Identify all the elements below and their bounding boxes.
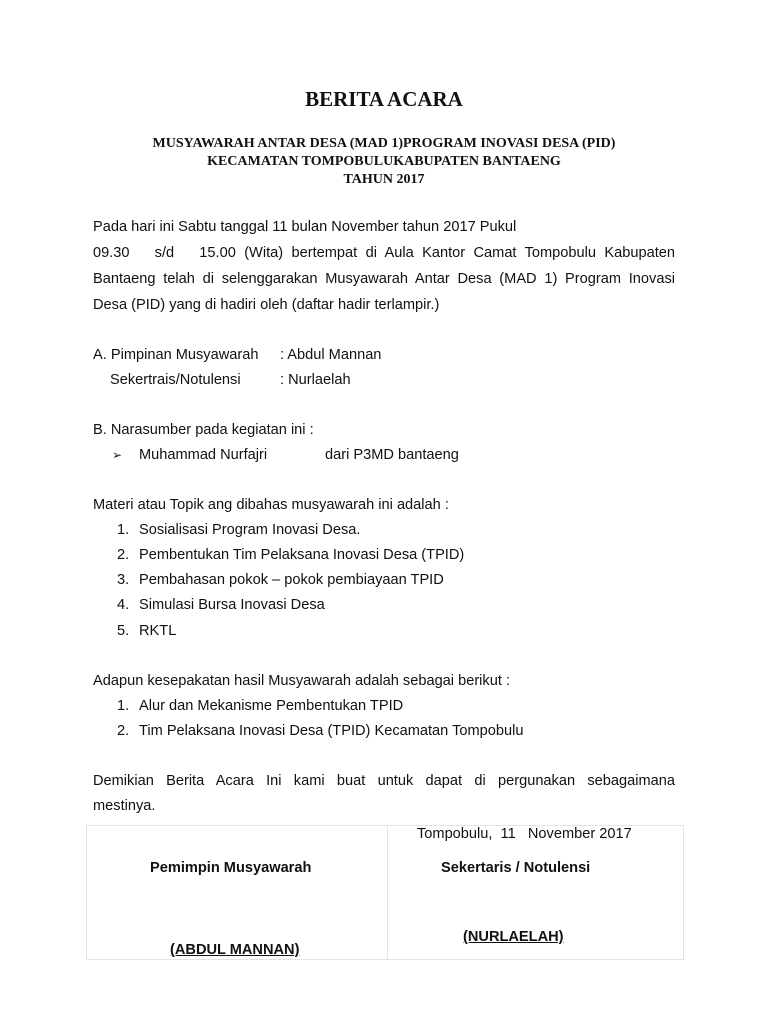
list-item: RKTL <box>139 623 177 639</box>
secretary-value: : Nurlaelah <box>280 372 351 388</box>
place-date: Tompobulu, 11 November 2017 <box>417 826 632 842</box>
closing-line: mestinya. <box>93 798 156 814</box>
list-item: Pembentukan Tim Pelaksana Inovasi Desa (TPID) <box>139 547 465 563</box>
intro-line: Pada hari ini Sabtu tanggal 11 bulan November tahun 2017 Pukul <box>93 219 517 235</box>
table-divider <box>387 826 388 959</box>
closing-line: Demikian Berita Acara Ini kami buat untuk dapat di pergunakan sebagaimana <box>93 773 675 789</box>
document-title: BERITA ACARA <box>305 87 463 111</box>
speaker-name: Muhammad Nurfajri <box>139 447 268 463</box>
intro-line: Bantaeng telah di selenggarakan Musyawarah Antar Desa (MAD 1) Program Inovasi <box>93 271 675 287</box>
leader-label: A. Pimpinan Musyawarah <box>93 347 259 363</box>
secretary-label: Sekertrais/Notulensi <box>110 372 241 388</box>
list-item: Alur dan Mekanisme Pembentukan TPID <box>139 698 404 714</box>
list-number: 1. <box>117 698 130 714</box>
leader-role: Pemimpin Musyawarah <box>150 860 312 876</box>
subtitle-line: KECAMATAN TOMPOBULUKABUPATEN BANTAENG <box>207 154 561 169</box>
leader-signature-name: (ABDUL MANNAN) <box>170 942 300 958</box>
speaker-origin: dari P3MD bantaeng <box>325 447 459 463</box>
materi-heading: Materi atau Topik ang dibahas musyawarah ini adalah : <box>93 497 449 513</box>
signature-table <box>86 825 684 960</box>
list-item: Sosialisasi Program Inovasi Desa. <box>139 522 361 538</box>
list-number: 4. <box>117 597 130 613</box>
list-number: 2. <box>117 723 130 739</box>
agreement-heading: Adapun kesepakatan hasil Musyawarah adalah sebagai berikut : <box>93 673 511 689</box>
list-number: 2. <box>117 547 130 563</box>
list-item: Simulasi Bursa Inovasi Desa <box>139 597 325 613</box>
list-number: 3. <box>117 572 130 588</box>
intro-line: 09.30 s/d 15.00 (Wita) bertempat di Aula Kantor Camat Tompobulu Kabupaten <box>93 245 675 261</box>
subtitle-line: TAHUN 2017 <box>343 172 425 187</box>
secretary-signature-name: (NURLAELAH) <box>463 929 564 945</box>
subtitle-line: MUSYAWARAH ANTAR DESA (MAD 1)PROGRAM INOVASI DESA (PID) <box>152 136 616 151</box>
list-number: 5. <box>117 623 130 639</box>
secretary-role: Sekertaris / Notulensi <box>441 860 591 876</box>
list-number: 1. <box>117 522 130 538</box>
intro-line: Desa (PID) yang di hadiri oleh (daftar hadir terlampir.) <box>93 297 440 313</box>
list-item: Tim Pelaksana Inovasi Desa (TPID) Kecamatan Tompobulu <box>139 723 524 739</box>
arrow-bullet-icon: ➢ <box>112 448 123 462</box>
list-item: Pembahasan pokok – pokok pembiayaan TPID <box>139 572 444 588</box>
speaker-heading: B. Narasumber pada kegiatan ini : <box>93 422 314 438</box>
leader-value: : Abdul Mannan <box>280 347 382 363</box>
